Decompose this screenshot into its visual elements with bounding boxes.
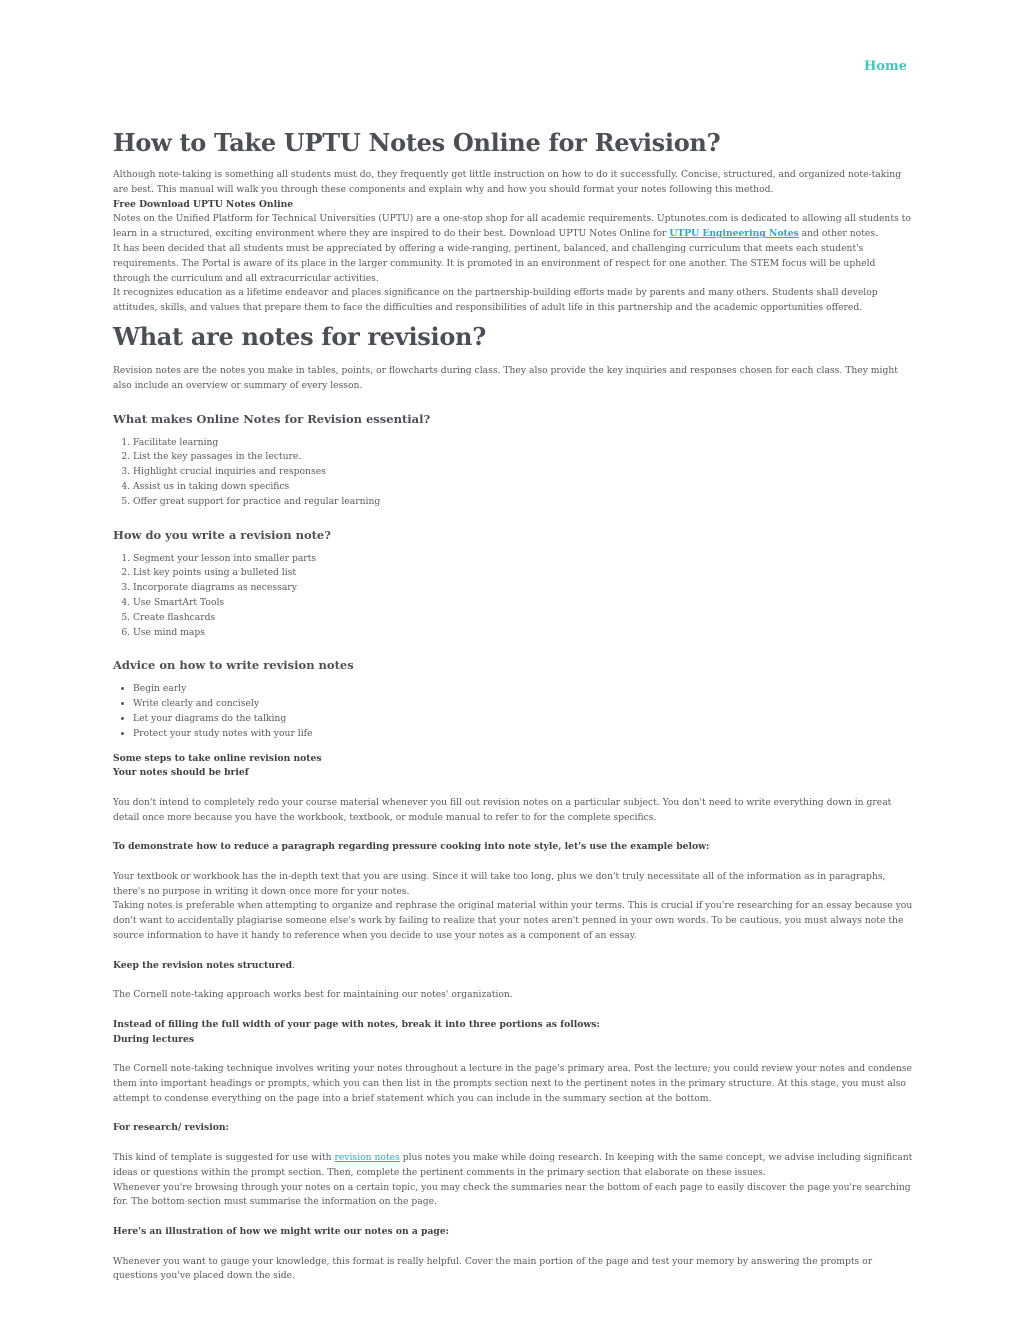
structured-heading: Keep the revision notes structured (113, 959, 293, 971)
brief-paragraph: You don't intend to completely redo your course material whenever you fill out revision notes on a particular subject. You don't need to write everything down in great detail once more because you have the workbook, textbook, or module manual to refer to for the complete specifics. (113, 796, 892, 823)
steps-heading: Some steps to take online revision notes (113, 752, 322, 764)
taking-notes-paragraph: Taking notes is preferable when attempting to organize and rephrase the original material within your terms. This is crucial if you're researching for an essay because you don't want to accidentally plagiarise someone else's work by failing to realize that your notes aren't penned in your own words. To be cautious, you must always note the source information to have it handy to reference when you decide to use your notes as a component of an essay. (113, 900, 913, 942)
structured-line (113, 959, 913, 974)
instead-heading: Instead of filling the full width of your page with notes, break it into three portions as follows: (113, 1018, 600, 1030)
list-item: 6. Use mind maps (133, 626, 913, 641)
essential-heading: What makes Online Notes for Revision essential? (113, 411, 431, 426)
page-title: How to Take UPTU Notes Online for Revision? (113, 128, 721, 157)
illustration-heading: Here's an illustration of how we might write our notes on a page: (113, 1226, 450, 1238)
lectures-paragraph: The Cornell note-taking technique involves writing your notes throughout a lecture in the page's primary area. Post the lecture; you could review your notes and condense them into important headings or prompts, which you can then list in the prompts section next to the pertinent notes in the primary structure. At this stage, you must also attempt to condense everything on the page into a brief statement which you can include in the summary section at the bottom. (113, 1063, 912, 1104)
gauge-paragraph: Whenever you want to gauge your knowledge, this format is really helpful. Cover the main portion of the page and test your memory by answering the prompts or questions you've placed down the side. (113, 1255, 873, 1282)
cornell-paragraph: The Cornell note-taking approach works best for maintaining our notes' organization. (113, 989, 513, 1001)
advice-list (113, 682, 913, 741)
top-nav (864, 55, 907, 74)
home-link[interactable]: Home (864, 59, 907, 74)
lectures-heading: During lectures (113, 1033, 194, 1045)
list-item: 3. Highlight crucial inquiries and responses (133, 465, 913, 480)
list-item: 1. Facilitate learning (133, 436, 913, 451)
template-paragraph (113, 1151, 913, 1181)
intro-paragraph: Although note-taking is something all students must do, they frequently get little instruction on how to do it successfully. Concise, structured, and organized note-taking are best. This manual will walk you through these components and explain why and how you should format your notes following this method. (113, 169, 902, 195)
list-item: 2. List the key passages in the lecture. (133, 450, 913, 465)
engineering-notes-link[interactable]: UTPU Engineering Notes (669, 228, 799, 240)
uptu-text-after: and other notes. (801, 228, 878, 240)
structured-dot: . (292, 959, 296, 971)
revision-heading: What are notes for revision? (113, 321, 486, 351)
write-heading: How do you write a revision note? (113, 527, 331, 542)
list-item: 2. List key points using a bulleted list (133, 566, 913, 581)
advice-heading: Advice on how to write revision notes (113, 658, 354, 673)
curriculum-paragraph: It has been decided that all students must be appreciated by offering a wide-ranging, pertinent, balanced, and challenging curriculum that meets each student's requirements. The Portal is aware of its place in the larger community. It is promoted in an environment of respect for one another. The STEM focus will be upheld through the curriculum and all extracurricular activities. (113, 242, 876, 284)
list-item: 5. Create flashcards (133, 611, 913, 626)
list-item: • Protect your study notes with your life (133, 727, 913, 742)
list-item: 4. Assist us in taking down specifics (133, 480, 913, 495)
list-item: 5. Offer great support for practice and regular learning (133, 495, 913, 510)
template-text: This kind of template is suggested for use with (113, 1152, 332, 1164)
list-item: • Begin early (133, 682, 913, 697)
write-list (113, 552, 913, 641)
list-item: 3. Incorporate diagrams as necessary (133, 581, 913, 596)
list-item: • Write clearly and concisely (133, 697, 913, 712)
template-text-after: plus notes you make while doing research. In keeping with the same concept, we advise including significant ideas or questions within the prompt section. Then, complete the pertinent comments in the primary section that elaborate on these issues. (113, 1152, 913, 1178)
revision-notes-link[interactable]: revision notes (334, 1152, 400, 1164)
education-paragraph: It recognizes education as a lifetime endeavor and places significance on the partnership-building efforts made by parents and many others. Students shall develop attitudes, skills, and values that prepare them to face the difficulties and responsibilities of adult life in this partnership and the academic opportunities offered. (113, 287, 878, 314)
textbook-paragraph: Your textbook or workbook has the in-depth text that you are using. Since it will take too long, plus we don't truly necessitate all of the information as in paragraphs, there's no purpose in writing it down once more for your notes. (113, 870, 886, 897)
uptu-text: Notes on the Unified Platform for Technical Universities (UPTU) are a one-stop shop for all academic requirements. Uptunotes.com is dedicated to allowing all students to learn in a structured, exciting environment where they are inspired to do their best. Download UPTU Notes Online for (113, 213, 911, 240)
brief-heading: Your notes should be brief (113, 767, 249, 779)
list-item: 4. Use SmartArt Tools (133, 596, 913, 611)
list-item: • Let your diagrams do the talking (133, 712, 913, 727)
article (113, 128, 913, 1284)
demo-heading: To demonstrate how to reduce a paragraph regarding pressure cooking into note style, let's use the example below: (113, 841, 710, 853)
essential-list (113, 436, 913, 510)
browsing-paragraph: Whenever you're browsing through your notes on a certain topic, you may check the summaries near the bottom of each page to easily discover the page you're searching for. The bottom section must summarise the information on the page. (113, 1181, 911, 1208)
revision-paragraph: Revision notes are the notes you make in tables, points, or flowcharts during class. They also provide the key inquiries and responses chosen for each class. They might also include an overview or summary of every lesson. (113, 364, 898, 391)
free-download-heading: Free Download UPTU Notes Online (113, 198, 294, 210)
uptu-paragraph (113, 212, 913, 242)
research-heading: For research/ revision: (113, 1122, 229, 1134)
list-item: 1. Segment your lesson into smaller parts (133, 552, 913, 567)
